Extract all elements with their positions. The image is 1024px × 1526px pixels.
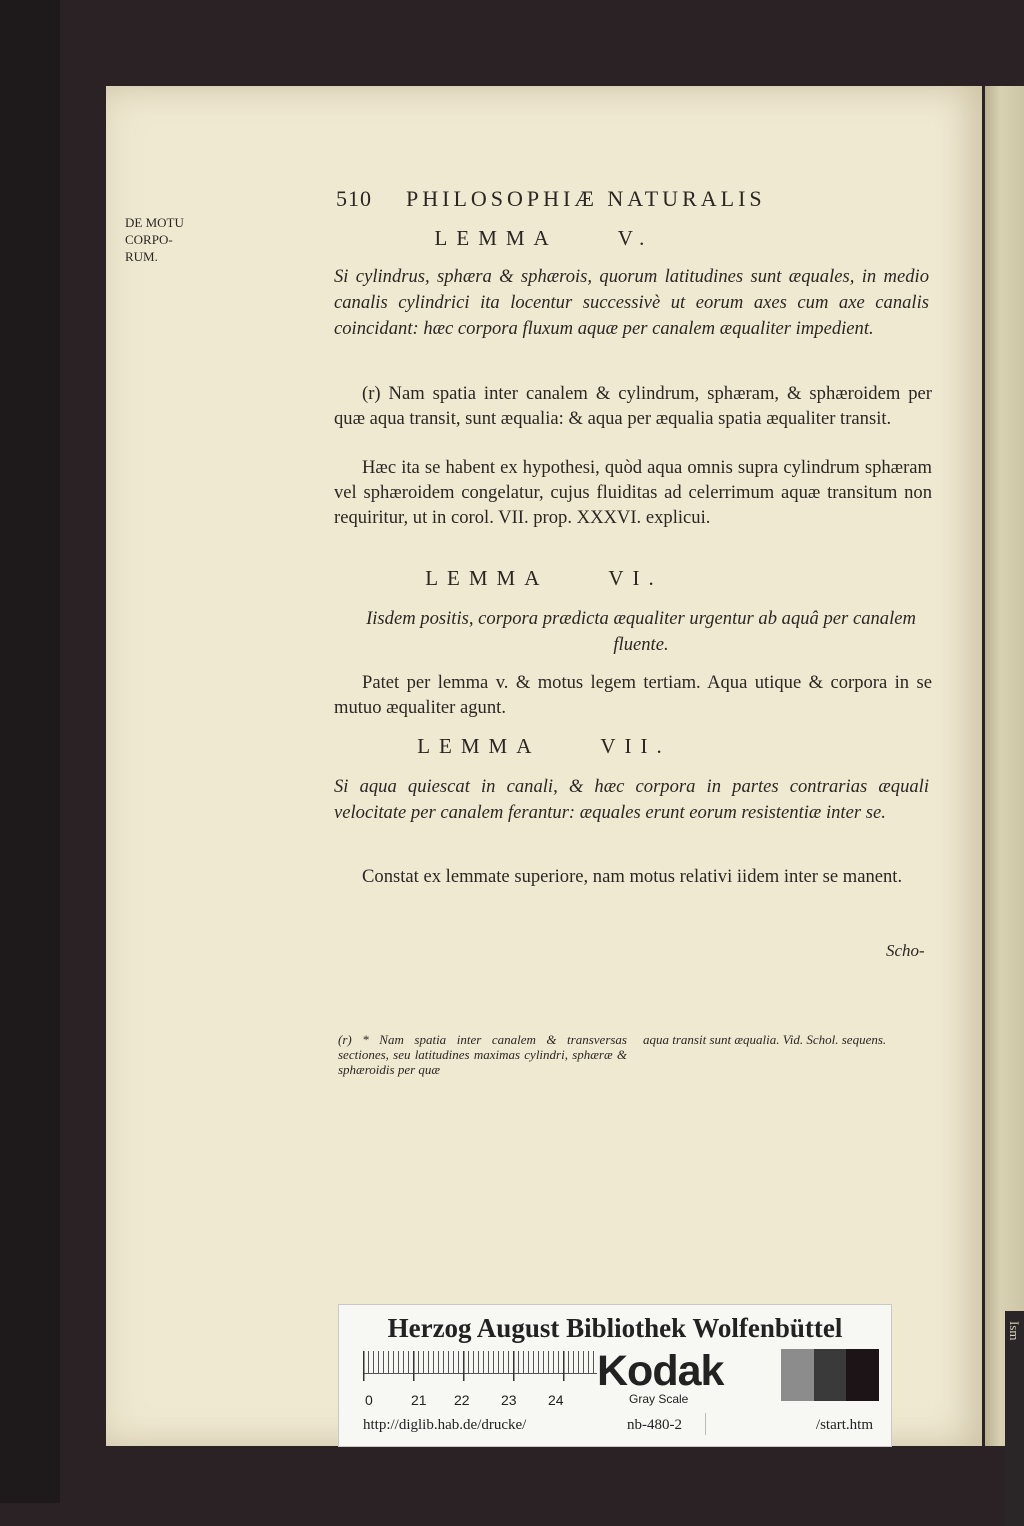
lemma-numeral: VI. <box>608 566 663 590</box>
lemma-7-paragraph-1: Constat ex lemmate superiore, nam motus relativi iidem inter se manent. <box>362 866 903 887</box>
lemma-6-heading <box>106 566 982 591</box>
footnotes <box>338 1032 932 1077</box>
gray-swatches <box>781 1349 879 1401</box>
lemma-5-paragraph-2: Hæc ita se habent ex hypothesi, quòd aqua omnis supra cylindrum sphæram vel sphæroidem congelatur, cujus fluiditas ad celerrimum aquæ transitum non requiritur, ut in corol. VII. prop. XXXVI. explicui. <box>334 457 932 528</box>
scale-ruler <box>363 1351 597 1385</box>
lemma-6-proposition: Iisdem positis, corpora prædicta æqualiter urgentur ab aquâ per canalem fluente. <box>366 608 916 655</box>
lemma-5-heading <box>106 226 982 251</box>
next-page-fragment: Ism <box>1007 1321 1022 1341</box>
gray-swatch <box>846 1349 879 1401</box>
footnote-text: aqua transit sunt æqualia. Vid. Schol. sequens. <box>643 1032 887 1047</box>
gray-swatch <box>814 1349 847 1401</box>
ruler-number: 0 <box>365 1392 373 1408</box>
lemma-word: LEMMA <box>417 734 541 758</box>
ruler-number: 21 <box>411 1392 427 1408</box>
margin-note-line: CORPO- <box>125 232 173 247</box>
lemma-numeral: V. <box>617 226 654 250</box>
ruler-major-ticks <box>363 1351 597 1381</box>
footnote-text: (r) * Nam spatia inter canalem & transversas sectiones, seu latitudines maximas cylindri, sphæræ & sphæroidis per quæ <box>338 1032 627 1077</box>
running-title: PHILOSOPHIÆ NATURALIS <box>406 186 766 211</box>
label-shelfmark: nb-480-2 <box>627 1417 682 1433</box>
label-url: http://diglib.hab.de/drucke/ <box>363 1417 527 1433</box>
gray-swatch <box>781 1349 814 1401</box>
gray-scale-caption: Gray Scale <box>629 1392 689 1406</box>
library-label <box>338 1304 892 1447</box>
book-page <box>106 86 982 1446</box>
label-divider <box>705 1413 706 1435</box>
catchword: Scho- <box>886 941 925 960</box>
lemma-7-heading <box>106 734 982 759</box>
lemma-word: LEMMA <box>425 566 549 590</box>
label-start: /start.htm <box>815 1417 873 1433</box>
kodak-logo: Kodak <box>597 1347 724 1395</box>
footnote-column-2 <box>643 1032 932 1077</box>
lemma-numeral: VII. <box>600 734 671 758</box>
running-head <box>336 186 766 212</box>
library-name: Herzog August Bibliothek Wolfenbüttel <box>387 1313 843 1343</box>
lemma-word: LEMMA <box>434 226 558 250</box>
ruler-number: 23 <box>501 1392 517 1408</box>
footnote-column-1 <box>338 1032 627 1077</box>
margin-note-line: DE MOTU <box>125 215 184 230</box>
lemma-5-proposition: Si cylindrus, sphæra & sphærois, quorum latitudines sunt æquales, in medio canalis cylindrici ita locentur successivè ut eorum axes cum axe canalis coincidant: hæc corpora fluxum aquæ per canalem æqualiter impedient. <box>334 266 929 339</box>
ruler-number: 24 <box>548 1392 564 1408</box>
ruler-number: 22 <box>454 1392 470 1408</box>
lemma-7-proposition: Si aqua quiescat in canali, & hæc corpora in partes contrarias æquali velocitate per canalem ferantur: æquales erunt eorum resistentiæ inter se. <box>334 776 929 823</box>
margin-note-line: RUM. <box>125 249 158 264</box>
scan-background-left <box>0 0 60 1503</box>
page-number: 510 <box>336 186 372 211</box>
next-page-label-strip <box>1005 1311 1024 1526</box>
lemma-5-paragraph-1: (r) Nam spatia inter canalem & cylindrum, sphæram, & sphæroidem per quæ aqua transit, sunt æqualia: & aqua per æqualia spatia æqualiter transit. <box>334 383 932 429</box>
lemma-6-paragraph-1: Patet per lemma v. & motus legem tertiam. Aqua utique & corpora in se mutuo æqualiter agunt. <box>334 672 932 718</box>
next-page-edge <box>985 86 1024 1446</box>
